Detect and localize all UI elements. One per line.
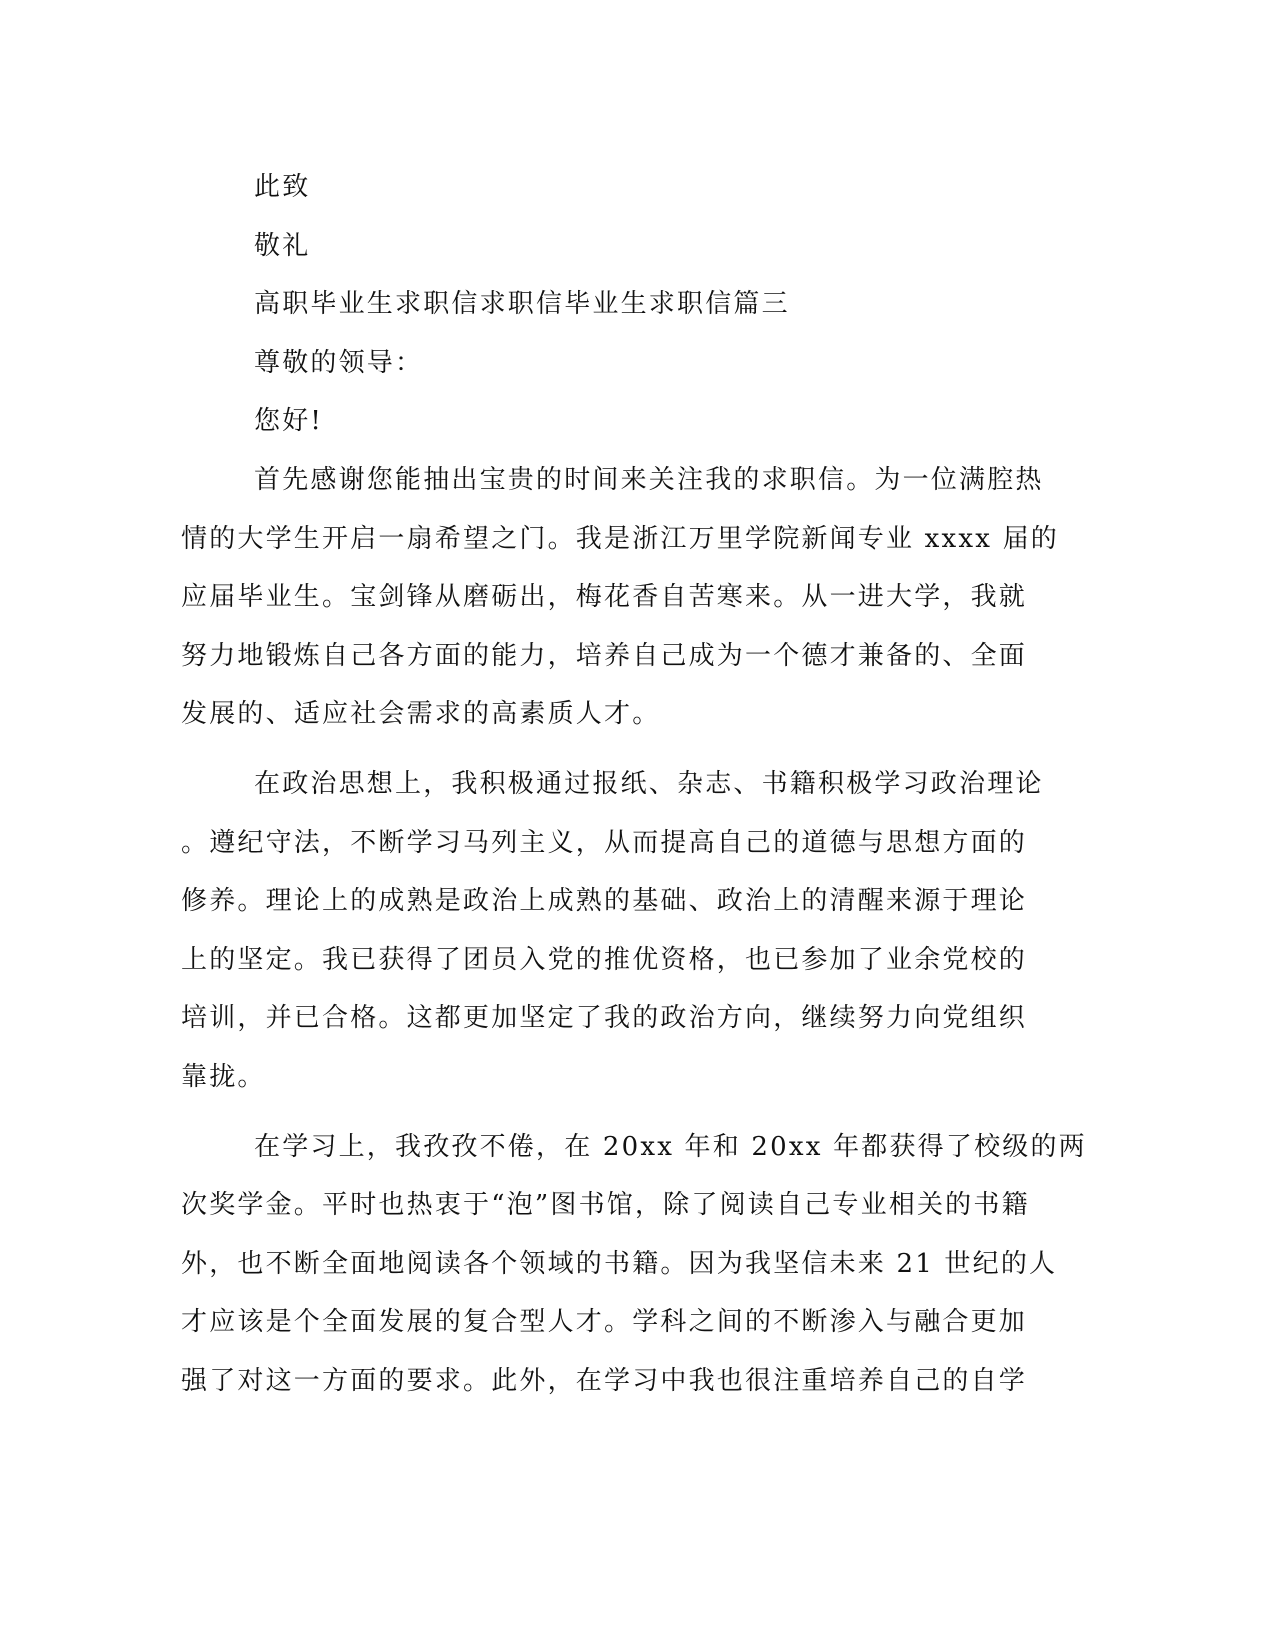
- paragraph-line: 发展的、适应社会需求的高素质人才。: [181, 699, 661, 730]
- letter-hello: 您好!: [254, 406, 324, 437]
- paragraph-intro: [181, 451, 1059, 744]
- paragraph-line: 在学习上，我孜孜不倦，在 20xx 年和 20xx 年都获得了校级的两: [254, 1131, 1087, 1162]
- paragraph-line: 才应该是个全面发展的复合型人才。学科之间的不断渗入与融合更加: [181, 1307, 1028, 1338]
- paragraph-line: 上的坚定。我已获得了团员入党的推优资格，也已参加了业余党校的: [181, 944, 1028, 975]
- paragraph-spacer: [181, 1107, 1031, 1118]
- closing-salutation-1: 此致: [254, 172, 311, 202]
- paragraph-line: 在政治思想上，我积极通过报纸、杂志、书籍积极学习政治理论: [254, 768, 1044, 799]
- paragraph-line: 应届毕业生。宝剑锋从磨砺出，梅花香自苦寒来。从一进大学，我就: [181, 582, 1028, 613]
- paragraph-line: 强了对这一方面的要求。此外，在学习中我也很注重培养自己的自学: [181, 1365, 1028, 1396]
- paragraph-politics: [181, 755, 1044, 1107]
- paragraph-study: [181, 1118, 1087, 1411]
- paragraph-line: 情的大学生开启一扇希望之门。我是浙江万里学院新闻专业 xxxx 届的: [181, 523, 1059, 554]
- paragraph-line: 次奖学金。平时也热衷于“泡”图书馆，除了阅读自己专业相关的书籍: [181, 1190, 1030, 1221]
- paragraph-spacer: [181, 744, 1031, 755]
- paragraph-line: 努力地锻炼自己各方面的能力，培养自己成为一个德才兼备的、全面: [181, 640, 1028, 671]
- paragraph-line: 。遵纪守法，不断学习马列主义，从而提高自己的道德与思想方面的: [181, 827, 1028, 858]
- closing-salutation-2: 敬礼: [254, 230, 311, 261]
- paragraph-line: 首先感谢您能抽出宝贵的时间来关注我的求职信。为一位满腔热: [254, 464, 1044, 495]
- paragraph-line: 修养。理论上的成熟是政治上成熟的基础、政治上的清醒来源于理论: [181, 886, 1028, 917]
- paragraph-line: 靠拢。: [181, 1061, 266, 1092]
- letter-body: [181, 158, 1087, 1410]
- letter-greeting: 尊敬的领导：: [254, 347, 424, 378]
- letter-title: 高职毕业生求职信求职信毕业生求职信篇三: [254, 289, 790, 320]
- paragraph-line: 外，也不断全面地阅读各个领域的书籍。因为我坚信未来 21 世纪的人: [181, 1248, 1058, 1279]
- paragraph-line: 培训，并已合格。这都更加坚定了我的政治方向，继续努力向党组织: [181, 1003, 1028, 1034]
